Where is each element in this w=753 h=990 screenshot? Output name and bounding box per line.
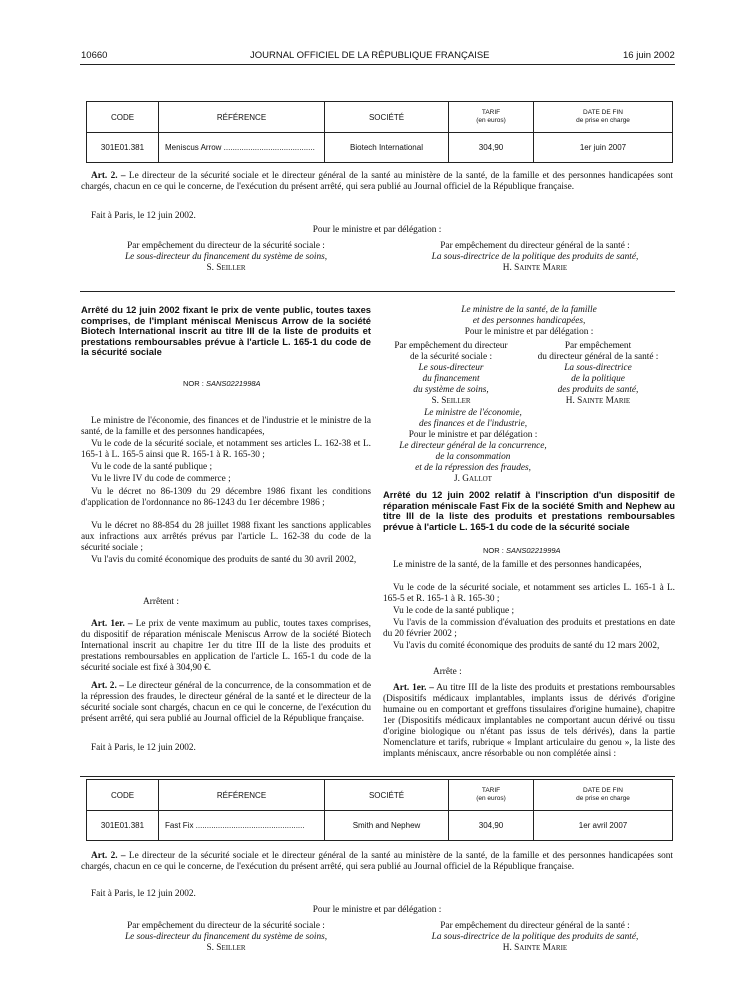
block2-sig-left: Par empêchement du directeur de la sécurité sociale : Le sous-directeur du financement du système de soins, S. Seiller (124, 921, 328, 953)
block1-pour: Pour le ministre et par délégation : (312, 225, 442, 235)
left-arretent: Arrêtent : (143, 597, 179, 607)
tarif-table-2 (86, 779, 673, 841)
left-p7: Vu l'avis du comité économique des produits de santé du 30 avril 2002, (91, 555, 357, 565)
left-p6: Vu le décret no 88-854 du 28 juillet 1988 fixant les sanctions applicables aux infractions aux arrêtés prévus par l'article L. 162-38 du code de la sécurité sociale ; (81, 521, 371, 553)
col-societe: SOCIÉTÉ (325, 102, 449, 133)
right-p3: Vu le code de la santé publique ; (393, 606, 515, 616)
col-societe: SOCIÉTÉ (325, 780, 449, 811)
block2-art2: Art. 2. – Le directeur de la sécurité sociale et le directeur général de la santé au ministère de la santé, de la famille et des personnes handicapées sont chargés, chacun en ce qui le concerne, de l'exécution du présent arrêté, qui sera publié au Journal officiel de la République française. (81, 851, 674, 872)
col-date-fin: DATE DE FIN de prise en charge (534, 780, 673, 811)
cell-tarif: 304,90 (449, 133, 534, 163)
col-reference: RÉFÉRENCE (159, 780, 325, 811)
tarif-table-1 (86, 101, 673, 163)
col-tarif: TARIF (en euros) (449, 780, 534, 811)
header-rule (80, 64, 675, 65)
left-nor: NOR : SANS0221998A (183, 379, 261, 388)
header-date: 16 juin 2002 (623, 50, 675, 61)
right-nor: NOR : SANS0221999A (483, 546, 561, 555)
left-p5: Vu le décret no 86-1309 du 29 décembre 1986 fixant les conditions d'application de l'ordonnance no 86-1243 du 1er décembre 1986 ; (81, 487, 371, 508)
block1-fait: Fait à Paris, le 12 juin 2002. (91, 211, 196, 221)
section-rule (80, 291, 675, 292)
right-sig-left: Par empêchement du directeur de la sécurité sociale : Le sous-directeur du financement du système de soins, S. Seiller (394, 341, 508, 406)
right-sig-top: Le ministre de la santé, de la famille et des personnes handicapées, Pour le ministre et par délégation : (461, 305, 597, 337)
col-tarif: TARIF (en euros) (449, 102, 534, 133)
table-header-row (87, 102, 673, 133)
left-arrete-title: Arrêté du 12 juin 2002 fixant le prix de vente public, toutes taxes comprises, de l'implant méniscal Meniscus Arrow de la société Biotech International inscrit au titre III de la liste de produits et prestations remboursables prévue à l'article L. 165-1 du code de la sécurité sociale (81, 304, 371, 357)
cell-tarif: 304,90 (449, 811, 534, 841)
left-art1: Art. 1er. – Le prix de vente maximum au public, toutes taxes comprises, du dispositif de réparation méniscale Meniscus Arrow de la société Biotech International inscrit au chapitre 1er du titre III de la liste des produits et prestations remboursables en application de l'article L. 165-1 du code de la sécurité sociale est fixé à 304,90 €. (81, 619, 371, 673)
cell-societe: Smith and Nephew (325, 811, 449, 841)
left-p1: Le ministre de l'économie, des finances et de l'industrie et le ministre de la santé, de la famille et des personnes handicapées, (81, 416, 371, 437)
right-art1: Art. 1er. – Au titre III de la liste des produits et prestations remboursables (Dispositifs médicaux implantables, implants issus de dérivés d'origine humaine ou en comportant et greffons tissulaires d'origine humaine), chapitre 1er (Dispositifs médicaux implantables ne comportant aucun dérivé ou tissu d'origine biologique ou n'étant pas issus de tels dérivés), dans la partie Nomenclature et tarifs, rubrique « Implant articulaire du genou », la liste des implants méniscaux, ancre résorbable ou non complétée ainsi : (383, 683, 675, 759)
cell-code: 301E01.381 (87, 811, 159, 841)
block2-fait: Fait à Paris, le 12 juin 2002. (91, 889, 196, 899)
block1-sig-left: Par empêchement du directeur de la sécurité sociale : Le sous-directeur du financement du système de soins, S. Seiller (124, 241, 328, 273)
block2-pour: Pour le ministre et par délégation : (312, 905, 442, 915)
section-rule-2 (80, 776, 675, 777)
right-p2: Vu le code de la sécurité sociale, et notamment ses articles L. 165-1 à L. 165-5 et R. 165-1 à R. 165-30 ; (383, 583, 675, 604)
left-p4: Vu le livre IV du code de commerce ; (91, 474, 231, 484)
cell-date: 1er juin 2007 (534, 133, 673, 163)
right-p5: Vu l'avis du comité économique des produits de santé du 12 mars 2002, (393, 641, 660, 651)
cell-date: 1er avril 2007 (534, 811, 673, 841)
right-p4: Vu l'avis de la commission d'évaluation des produits et prestations en date du 20 février 2002 ; (383, 618, 675, 639)
col-reference: RÉFÉRENCE (159, 102, 325, 133)
right-arrete: Arrête : (433, 667, 462, 677)
cell-reference: Fast Fix ................................................. (159, 811, 325, 841)
table-row (87, 133, 673, 163)
left-p3: Vu le code de la santé publique ; (91, 462, 213, 472)
col-code: CODE (87, 780, 159, 811)
right-arrete-title: Arrêté du 12 juin 2002 relatif à l'inscription d'un dispositif de réparation méniscale Fast Fix de la société Smith and Nephew au titre III de la liste des produits et prestations remboursables prévue à l'article L. 165-1 du code de la sécurité sociale (383, 489, 675, 532)
block1-sig-right: Par empêchement du directeur général de la santé : La sous-directrice de la politique des produits de santé, H. Sainte Marie (431, 241, 639, 273)
cell-reference: Meniscus Arrow ......................................... (159, 133, 325, 163)
journal-title: JOURNAL OFFICIEL DE LA RÉPUBLIQUE FRANÇAISE (250, 50, 490, 61)
left-p2: Vu le code de la sécurité sociale, et notamment ses articles L. 162-38 et L. 165-1 à L. 165-5 ainsi que R. 165-1 à R. 165-30 ; (81, 439, 371, 460)
cell-societe: Biotech International (325, 133, 449, 163)
cell-code: 301E01.381 (87, 133, 159, 163)
col-code: CODE (87, 102, 159, 133)
table-header-row (87, 780, 673, 811)
left-fait: Fait à Paris, le 12 juin 2002. (91, 743, 196, 753)
block2-sig-right: Par empêchement du directeur général de la santé : La sous-directrice de la politique des produits de santé, H. Sainte Marie (431, 921, 639, 953)
left-art2: Art. 2. – Le directeur général de la concurrence, de la consommation et de la répression des fraudes, le directeur général de la santé et le directeur de la sécurité sociale sont chargés, chacun en ce qui le concerne, de l'exécution du présent arrêté, qui sera publié au Journal officiel de la République française. (81, 681, 372, 724)
right-p1: Le ministre de la santé, de la famille et des personnes handicapées, (393, 560, 642, 570)
right-sig-right: Par empêchement du directeur général de la santé : La sous-directrice de la politique des produits de santé, H. Sainte Marie (537, 341, 659, 406)
block1-art2: Art. 2. – Le directeur de la sécurité sociale et le directeur général de la santé au ministère de la santé, de la famille et des personnes handicapées sont chargés, chacun en ce qui le concerne, de l'exécution du présent arrêté, qui sera publié au Journal officiel de la République française. (81, 171, 674, 192)
col-date-fin: DATE DE FIN de prise en charge (534, 102, 673, 133)
right-sig-mid: Le ministre de l'économie, des finances et de l'industrie, Pour le ministre et par délégation : Le directeur général de la concurrence, de la consommation et de la répression des fraudes, J. Gallot (399, 408, 547, 484)
page-number: 10660 (81, 50, 108, 61)
table-row (87, 811, 673, 841)
